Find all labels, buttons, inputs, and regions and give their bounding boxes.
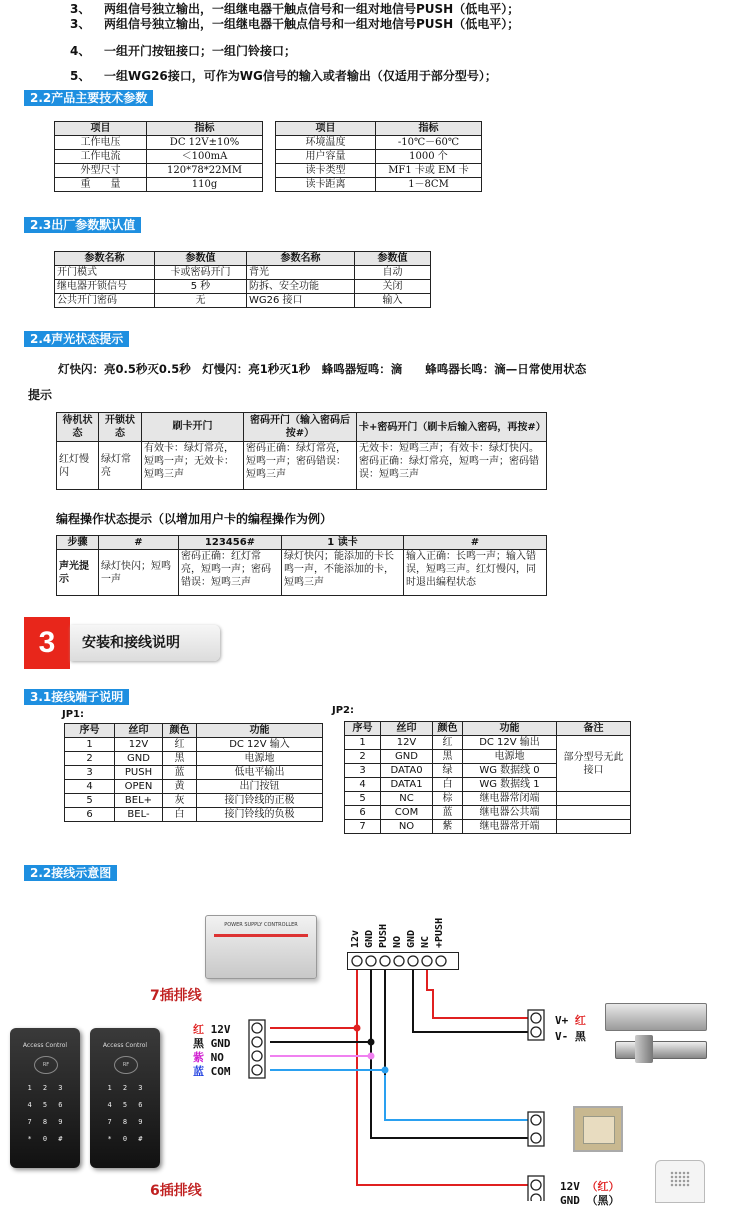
table-cell: 4: [65, 780, 115, 794]
table-cell: 红灯慢闪: [57, 442, 99, 490]
table-cell: 蓝: [433, 806, 463, 820]
table-header: 刷卡开门: [142, 413, 244, 442]
table-cell: 黄: [163, 780, 197, 794]
section-2-4-header: 2.4声光状态提示: [24, 331, 129, 347]
table-cell: 2: [65, 752, 115, 766]
pin-label: NO: [392, 935, 403, 948]
table-cell: 绿灯快闪；能添加的卡长鸣一声，不能添加的卡，短鸣三声: [282, 550, 404, 596]
table-header: 功能: [197, 724, 323, 738]
table-header: 参数值: [355, 252, 431, 266]
table-cell: 绿灯快闪；短鸣一声: [99, 550, 179, 596]
table-cell: 出门按钮: [197, 780, 323, 794]
key: 6: [138, 1101, 143, 1109]
key: 8: [122, 1118, 128, 1126]
table-cell: 接门铃线的负极: [197, 808, 323, 822]
keypad-keys: [102, 1084, 148, 1143]
top-terminals: [352, 956, 446, 966]
table-cell: DC 12V±10%: [147, 136, 263, 150]
pin-label: NC: [420, 935, 431, 948]
table-cell: DC 12V 输入: [197, 738, 323, 752]
table-header: 序号: [345, 722, 381, 736]
table-cell: 7: [345, 820, 381, 834]
section-2-2-header: 2.2产品主要技术参数: [24, 90, 153, 106]
table-cell: 白: [163, 808, 197, 822]
table-cell-note: 部分型号无此接口: [557, 736, 631, 792]
pin-label: PUSH: [378, 923, 389, 948]
table-cell: 蓝: [163, 766, 197, 780]
key: 9: [58, 1118, 63, 1126]
key: 0: [42, 1135, 48, 1143]
table-cell: GND: [115, 752, 163, 766]
table-header: 开锁状态: [99, 413, 142, 442]
term-label-com: 蓝 COM: [193, 1065, 231, 1078]
table-cell: 1: [65, 738, 115, 752]
table-cell: 5: [345, 792, 381, 806]
key: 7: [27, 1118, 32, 1126]
table-cell: 电源地: [197, 752, 323, 766]
table-cell: MF1 卡或 EM 卡: [376, 164, 482, 178]
table-cell: 电源地: [463, 750, 557, 764]
pin-label: GND: [406, 929, 417, 948]
table-cell: 密码正确：绿灯常亮，短鸣一声；密码错误：短鸣三声: [244, 442, 357, 490]
table-cell: DC 12V 输出: [463, 736, 557, 750]
table-cell: WG 数据线 0: [463, 764, 557, 778]
table-cell: 读卡类型: [276, 164, 376, 178]
table-cell: 绿灯常亮: [99, 442, 142, 490]
table-header: 123456#: [179, 536, 282, 550]
cable-6-label: 6插排线: [150, 1183, 202, 1199]
key: 2: [122, 1084, 128, 1092]
table-header: 参数名称: [55, 252, 155, 266]
table-cell: 工作电压: [55, 136, 147, 150]
key: 5: [122, 1101, 128, 1109]
table-cell: GND: [381, 750, 433, 764]
table-cell: 无效卡：短鸣三声；有效卡：绿灯快闪。密码正确：绿灯常亮，短鸣一声；密码错误：短鸣三声: [357, 442, 547, 490]
feature-text: 一组开门按钮接口；一组门铃接口；: [104, 44, 297, 58]
table-cell: 自动: [355, 266, 431, 280]
table-cell: 5: [65, 794, 115, 808]
table-cell: 紫: [433, 820, 463, 834]
table-cell: 12V: [381, 736, 433, 750]
table-header: 项目: [55, 122, 147, 136]
table-cell: 读卡距离: [276, 178, 376, 192]
table-cell: ＜100mA: [147, 150, 263, 164]
key: 8: [42, 1118, 48, 1126]
table-cell: 120*78*22MM: [147, 164, 263, 178]
table-cell: 红: [163, 738, 197, 752]
table-header: 序号: [65, 724, 115, 738]
exit-button-image: [573, 1106, 623, 1152]
table-cell: NC: [381, 792, 433, 806]
table-cell: 用户容量: [276, 150, 376, 164]
table-cell: 2: [345, 750, 381, 764]
table-cell: 环境温度: [276, 136, 376, 150]
key: 4: [27, 1101, 32, 1109]
table-cell: 关闭: [355, 280, 431, 294]
feature-number: 5、: [70, 69, 91, 83]
jp2-label: JP2:: [332, 705, 355, 716]
table-cell: 开门模式: [55, 266, 155, 280]
table-header: 丝印: [381, 722, 433, 736]
term-label-12v: 红 12V: [193, 1023, 231, 1036]
table-cell: 继电器常开端: [463, 820, 557, 834]
table-header: 参数名称: [247, 252, 355, 266]
table-cell: BEL-: [115, 808, 163, 822]
table-cell: 110g: [147, 178, 263, 192]
cable-7-label: 7插排线: [150, 988, 202, 1004]
table-cell: 白: [433, 778, 463, 792]
wire-black-gnd: [270, 970, 530, 1138]
table-header: 1 读卡: [282, 536, 404, 550]
table-cell: WG26 接口: [247, 294, 355, 308]
feature-number: 3、: [70, 17, 91, 31]
pin-label: +PUSH: [434, 917, 445, 948]
table-header: 卡+密码开门（刷卡后输入密码，再按#）: [357, 413, 547, 442]
lock-label-vminus: V- 黑: [555, 1030, 586, 1043]
table-cell: 接门铃线的正极: [197, 794, 323, 808]
table-header: 指标: [147, 122, 263, 136]
table-cell: 继电器公共端: [463, 806, 557, 820]
key: #: [58, 1135, 63, 1143]
table-cell: 工作电流: [55, 150, 147, 164]
table-header: #: [99, 536, 179, 550]
sound-legend-line: 灯快闪：亮0.5秒灭0.5秒 灯慢闪：亮1秒灭1秒 蜂鸣器短鸣：滴 蜂鸣器长鸣：滴—日常使用状态: [58, 362, 587, 376]
table-cell: 继电器常闭端: [463, 792, 557, 806]
table-cell: 3: [345, 764, 381, 778]
table-header: 颜色: [433, 722, 463, 736]
table-cell: 12V: [115, 738, 163, 752]
feature-number: 3、: [70, 2, 91, 16]
electric-bolt-image: [615, 1035, 705, 1065]
wire-red-12v: [270, 970, 530, 1185]
table-header: 待机状态: [57, 413, 99, 442]
term-label-gnd: 黑 GND: [193, 1037, 231, 1050]
wire-lock-vplus: [427, 970, 530, 1018]
table-cell: 灰: [163, 794, 197, 808]
section-2-3-header: 2.3出厂参数默认值: [24, 217, 141, 233]
pin-label: GND: [364, 929, 375, 948]
table-cell: NO: [381, 820, 433, 834]
table-cell: 6: [65, 808, 115, 822]
key: 4: [107, 1101, 112, 1109]
section-3-1-header: 3.1接线端子说明: [24, 689, 129, 705]
key: 9: [138, 1118, 143, 1126]
key: 2: [42, 1084, 48, 1092]
jp1-label: JP1:: [62, 709, 85, 720]
doorbell-image: [655, 1160, 705, 1203]
feature-number: 4、: [70, 44, 91, 58]
table-cell: 绿: [433, 764, 463, 778]
table-cell: COM: [381, 806, 433, 820]
key: *: [107, 1135, 112, 1143]
table-cell: 低电平输出: [197, 766, 323, 780]
table-header: 颜色: [163, 724, 197, 738]
table-cell: 重 量: [55, 178, 147, 192]
table-cell: 3: [65, 766, 115, 780]
term-label-no: 紫 NO: [193, 1051, 224, 1064]
section-wiring-header: 2.2接线示意图: [24, 865, 117, 881]
table-cell: 继电器开锁信号: [55, 280, 155, 294]
pin-label: 12v: [350, 929, 361, 948]
chapter-title: 安装和接线说明: [70, 625, 220, 661]
magnetic-lock-image: [605, 1003, 707, 1031]
programming-title: 编程操作状态提示（以增加用户卡的编程操作为例）: [56, 512, 333, 526]
table-cell: 棕: [433, 792, 463, 806]
key: 3: [58, 1084, 63, 1092]
table-cell: 公共开门密码: [55, 294, 155, 308]
table-cell: -10℃－60℃: [376, 136, 482, 150]
power-supply-label: POWER SUPPLY CONTROLLER: [224, 922, 298, 928]
table-cell: 防拆、安全功能: [247, 280, 355, 294]
table-cell: 无: [155, 294, 247, 308]
wire-blue-com: [270, 1070, 530, 1120]
keypad-brand: Access Control: [102, 1042, 148, 1049]
table-cell: 红: [433, 736, 463, 750]
table-header: 项目: [276, 122, 376, 136]
table-cell: 密码正确：红灯常亮，短鸣一声；密码错误：短鸣三声: [179, 550, 282, 596]
key: 0: [122, 1135, 128, 1143]
table-cell: DATA1: [381, 778, 433, 792]
feature-text: 两组信号独立输出，一组继电器干触点信号和一组对地信号PUSH（低电平）；: [104, 2, 520, 16]
table-cell: 声光提示: [57, 550, 99, 596]
table-header: 指标: [376, 122, 482, 136]
keypad-brand: Access Control: [22, 1042, 68, 1049]
table-header: #: [404, 536, 547, 550]
table-cell: 黑: [163, 752, 197, 766]
key: #: [138, 1135, 143, 1143]
rfid-icon: RF: [34, 1056, 58, 1074]
feature-text: 一组WG26接口，可作为WG信号的输入或者输出（仅适用于部分型号）；: [104, 69, 497, 83]
wire-lock-vminus: [413, 970, 530, 1032]
table-header: 参数值: [155, 252, 247, 266]
chapter-number: 3: [24, 617, 70, 669]
table-header: 备注: [557, 722, 631, 736]
table-header: 密码开门（输入密码后按#）: [244, 413, 357, 442]
table-cell: 卡或密码开门: [155, 266, 247, 280]
key: 5: [42, 1101, 48, 1109]
table-cell: BEL+: [115, 794, 163, 808]
key: 1: [107, 1084, 112, 1092]
key: 1: [27, 1084, 32, 1092]
key: *: [27, 1135, 32, 1143]
rfid-icon: RF: [114, 1056, 138, 1074]
table-cell: 4: [345, 778, 381, 792]
table-cell: 输入: [355, 294, 431, 308]
table-cell: 有效卡：绿灯常亮，短鸣一声；无效卡：短鸣三声: [142, 442, 244, 490]
table-header: 丝印: [115, 724, 163, 738]
table-cell: 背光: [247, 266, 355, 280]
table-cell: PUSH: [115, 766, 163, 780]
table-cell: 输入正确：长鸣一声；输入错误，短鸣三声。红灯慢闪，同时退出编程状态: [404, 550, 547, 596]
feature-text: 两组信号独立输出，一组继电器干触点信号和一组对地信号PUSH（低电平）；: [104, 17, 520, 31]
table-cell: 1000 个: [376, 150, 482, 164]
bell-label-12v: 12V （红）: [560, 1180, 620, 1193]
sound-legend-line-2: 提示: [28, 388, 53, 402]
table-cell: DATA0: [381, 764, 433, 778]
keypad-keys: [22, 1084, 68, 1143]
keypad-device-2: [90, 1028, 160, 1168]
table-header: 功能: [463, 722, 557, 736]
table-cell: 6: [345, 806, 381, 820]
key: 3: [138, 1084, 143, 1092]
key: 6: [58, 1101, 63, 1109]
table-cell: 1－8CM: [376, 178, 482, 192]
table-cell: 5 秒: [155, 280, 247, 294]
keypad-device-1: [10, 1028, 80, 1168]
lock-label-vplus: V+ 红: [555, 1014, 586, 1027]
table-cell: 1: [345, 736, 381, 750]
table-cell: OPEN: [115, 780, 163, 794]
bell-label-gnd: GND （黑）: [560, 1194, 620, 1207]
table-cell: 外型尺寸: [55, 164, 147, 178]
table-cell: WG 数据线 1: [463, 778, 557, 792]
table-header: 步骤: [57, 536, 99, 550]
table-cell: 黑: [433, 750, 463, 764]
key: 7: [107, 1118, 112, 1126]
